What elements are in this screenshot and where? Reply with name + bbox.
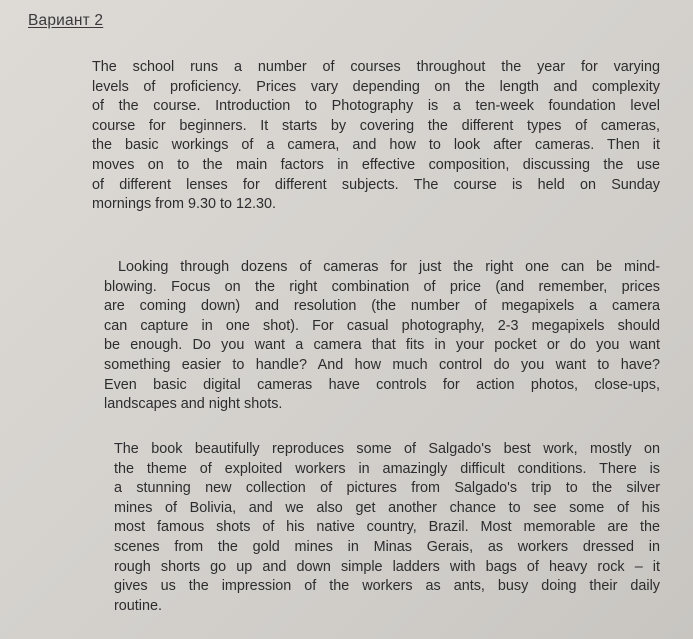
text-line: mines of Bolivia, and we also get another chance to see some of his: [114, 499, 660, 516]
text-line: are coming down) and resolution (the number of megapixels a camera: [104, 298, 660, 315]
text-line: most famous shots of his native country, Brazil. Most memorable are the: [114, 519, 660, 536]
paragraph-photography-course: [92, 58, 660, 215]
variant-heading: Вариант 2: [28, 12, 104, 29]
text-line: gives us the impression of the workers as ants, busy doing their daily: [114, 578, 660, 595]
text-line: The school runs a number of courses throughout the year for varying: [92, 59, 660, 75]
text-line: be enough. Do you want a camera that fits in your pocket or do you want: [104, 337, 660, 354]
text-line: of the course. Introduction to Photography is a ten-week foundation level: [92, 98, 660, 115]
paragraph-salgado-book: [114, 440, 660, 616]
text-line: landscapes and night shots.: [104, 396, 283, 413]
text-line: Even basic digital cameras have controls for action photos, close-ups,: [104, 376, 660, 393]
paragraph-choosing-camera: [104, 258, 660, 415]
text-line: something easier to handle? And how much control do you want to have?: [104, 356, 660, 373]
text-line: moves on to the main factors in effective composition, discussing the use: [92, 156, 660, 173]
text-line: routine.: [114, 597, 162, 614]
text-line: a stunning new collection of pictures from Salgado's trip to the silver: [114, 480, 660, 497]
text-line: blowing. Focus on the right combination of price (and remember, prices: [104, 278, 660, 295]
text-line: The book beautifully reproduces some of Salgado's best work, mostly on: [114, 441, 660, 457]
text-line: rough shorts go up and down simple ladders with bags of heavy rock – it: [114, 558, 660, 575]
text-line: Looking through dozens of cameras for just the right one can be mind-: [118, 259, 660, 275]
text-line: scenes from the gold mines in Minas Gerais, as workers dressed in: [114, 538, 660, 555]
text-line: of different lenses for different subjects. The course is held on Sunday: [92, 176, 660, 193]
text-line: can capture in one shot). For casual photography, 2-3 megapixels should: [104, 317, 660, 334]
text-line: mornings from 9.30 to 12.30.: [92, 196, 276, 213]
text-line: the basic workings of a camera, and how to look after cameras. Then it: [92, 137, 660, 154]
text-line: the theme of exploited workers in amazingly difficult conditions. There is: [114, 460, 660, 477]
text-line: course for beginners. It starts by covering the different types of cameras,: [92, 117, 660, 134]
text-line: levels of proficiency. Prices vary depending on the length and complexity: [92, 78, 660, 95]
